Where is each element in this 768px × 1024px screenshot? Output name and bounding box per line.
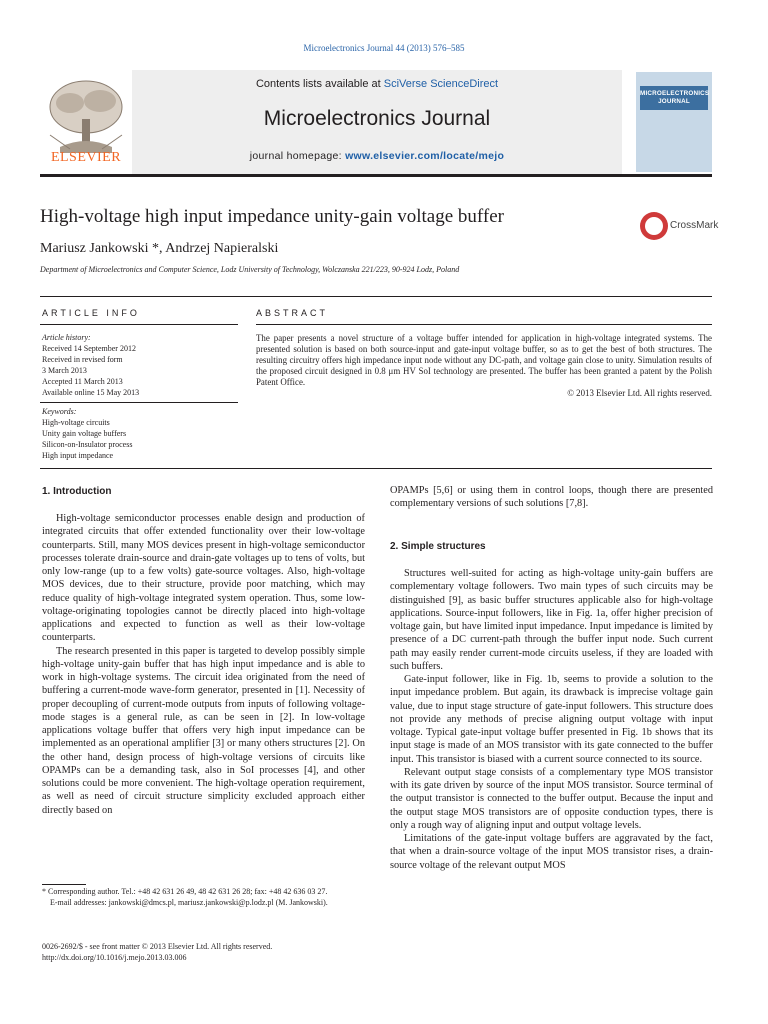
journal-citation[interactable]: Microelectronics Journal 44 (2013) 576–585 (303, 43, 465, 53)
journal-name: Microelectronics Journal (263, 107, 491, 130)
article-title: High-voltage high input impedance unity-gain voltage buffer (40, 206, 504, 227)
paragraph: Relevant output stage consists of a complementary type MOS transistor with its gate driven by source of the input MOS transistor. Source terminal of the output transistor is connected to the buffer output. Because the input and the output stage MOS transistors are of opposite conduction types, there is only a rough way of aligning input and output voltage levels. (390, 766, 713, 831)
history-label: Article history: (42, 333, 91, 342)
article-info-heading: ARTICLE INFO (42, 308, 140, 318)
issn-line: 0026-2692/$ - see front matter © 2013 Elsevier Ltd. All rights reserved. (42, 942, 273, 951)
keyword: Silicon-on-Insulator process (42, 440, 133, 449)
history-item: Available online 15 May 2013 (42, 388, 140, 397)
abstract-heading: ABSTRACT (256, 308, 329, 318)
author-list: Mariusz Jankowski *, Andrzej Napieralski (40, 241, 279, 256)
publisher-wordmark: ELSEVIER (50, 150, 122, 165)
history-item: 3 March 2013 (42, 366, 87, 375)
info-sub-rule (40, 324, 238, 325)
publication-info (42, 942, 442, 963)
history-item: Received in revised form (42, 355, 123, 364)
doi-link[interactable]: http://dx.doi.org/10.1016/j.mejo.2013.03.006 (42, 952, 187, 962)
section-heading-introduction: 1. Introduction (42, 486, 112, 497)
contents-line (132, 78, 622, 90)
cover-title: MICROELECTRONICS JOURNAL (640, 90, 710, 105)
paragraph: Limitations of the gate-input voltage buffers are aggravated by the fact, that when a drain-source voltage of the input MOS transistor rises, a drain-source voltage of the relevant output MOS (390, 833, 713, 871)
author-affiliation: Department of Microelectronics and Computer Science, Lodz University of Technology, Wolczanska 221/223, 90-924 Lodz, Poland (40, 265, 460, 274)
contents-prefix: Contents lists available at (255, 78, 384, 90)
paragraph: High-voltage semiconductor processes enable design and production of integrated circuits that offer extended functionality over their low-voltage counterparts. Still, many MOS devices present in high-voltage semiconductor processes tolerate drain-source and drain-gate voltages up to tens of volts, but only low-range (up to a few volts) gate-source voltages. Also, high-voltage MOS devices, due to their structure, provide poor matching, which may reduce quality of high-voltage integrated system operation. Thus, some low-voltage-originating topologies cannot be directly placed into high-voltage applications and expected to function as well as their low-voltage counterparts. (42, 513, 365, 644)
right-column-continuation (390, 484, 713, 511)
section-heading-simple-structures: 2. Simple structures (390, 541, 486, 552)
email-note[interactable]: E-mail addresses: jankowski@dmcs.pl, mariusz.jankowski@p.lodz.pl (M. Jankowski). (50, 897, 328, 907)
homepage-prefix: journal homepage: (249, 150, 346, 162)
abstract-bottom-rule (40, 468, 712, 469)
keyword: High input impedance (42, 451, 114, 460)
abstract-copyright: © 2013 Elsevier Ltd. All rights reserved. (567, 388, 712, 398)
abstract-body (256, 333, 712, 399)
abstract-text: The paper presents a novel structure of a voltage buffer intended for application in high-voltage integrated systems. The presented solution is based on both source-input and gate-input voltage buffer, so as to get the best of both structures. The resulting circuitry offers high impedance input node without any DC-path, and voltage gain close to unity. Simulation results of the proposed circuit designed in 0.8 μm HV SoI technology are presented. The buffer has been granted a patent by the Polish Patent Office. (256, 333, 712, 387)
keyword: High-voltage circuits (42, 418, 110, 427)
paragraph: Structures well-suited for acting as high-voltage unity-gain buffers are complementary voltage followers. Two main types of such circuits may be distinguished [9], as basic buffer structures applicable also for high-voltage applications. Source-input followers, like in Fig. 1a, offer higher precision of voltage gain, but have limited input impedance. Input impedance is limited by presence of a DC current-path through the buffer input node. Such current path may easily render current-mode circuits useless, if they are loaded with such buffers. (390, 568, 713, 672)
article-history (42, 332, 238, 398)
homepage-link[interactable]: www.elsevier.com/locate/mejo (345, 150, 505, 162)
keyword: Unity gain voltage buffers (42, 429, 127, 438)
crossmark-icon-inner (645, 217, 663, 235)
keywords-label: Keywords: (42, 407, 77, 416)
info-top-rule (40, 296, 712, 297)
sciencedirect-link[interactable]: SciVerse ScienceDirect (383, 78, 499, 90)
crossmark-label[interactable]: CrossMark (670, 220, 719, 231)
keywords-block (42, 406, 238, 461)
history-item: Accepted 11 March 2013 (42, 377, 123, 386)
introduction-body (42, 512, 365, 817)
history-rule (40, 402, 238, 403)
paragraph: The research presented in this paper is targeted to develop possibly simple high-voltage unity-gain buffer that has high input impedance and is able to work in high-voltage systems. The circuit idea originated from the need of buffering a current-mode wave-form generator, presented in [1]. Necessity of proper decoupling of current-mode outputs from inputs of following voltage-mode stages is a general rule, as can be seen in [2]. In low-voltage applications voltage buffer that offers very high input impedance can be implemented as an operational amplifier [3] or many others structures [2]. On the other hand, design process of high-voltage versions of circuits like OPAMPs can be a demanding task, also in SoI processes [4], and other solutions could be more convenient. The high-voltage operation requirement, as well as need of circuit structure simplicity excluded approach either directly based on (42, 645, 365, 816)
paragraph: Gate-input follower, like in Fig. 1b, seems to provide a solution to the input impedance problem. But again, its drawback is imprecise voltage gain value, due to input stage structure of gate-input followers. This structure does not provide any methods of precise aligning output voltage with input voltage. Typical gate-input voltage buffer presented in Fig. 1b shows that its input stage is made of an MOS transistor with its gate connected to the buffer input. This transistor is biased with a current source connected to its source. (390, 674, 713, 765)
footnote-rule (42, 884, 86, 885)
journal-homepage (132, 150, 622, 162)
simple-structures-body (390, 567, 713, 872)
corresponding-author-note: * Corresponding author. Tel.: +48 42 631 26 49, 48 42 631 26 28; fax: +48 42 636 03 27. (42, 887, 328, 896)
continued-text: OPAMPs [5,6] or using them in control loops, though there are presented complementary versions of such solutions [7,8]. (390, 485, 713, 510)
masthead-rule (40, 174, 712, 177)
footnotes (42, 887, 365, 908)
abstract-sub-rule (256, 324, 712, 325)
history-item: Received 14 September 2012 (42, 344, 136, 353)
